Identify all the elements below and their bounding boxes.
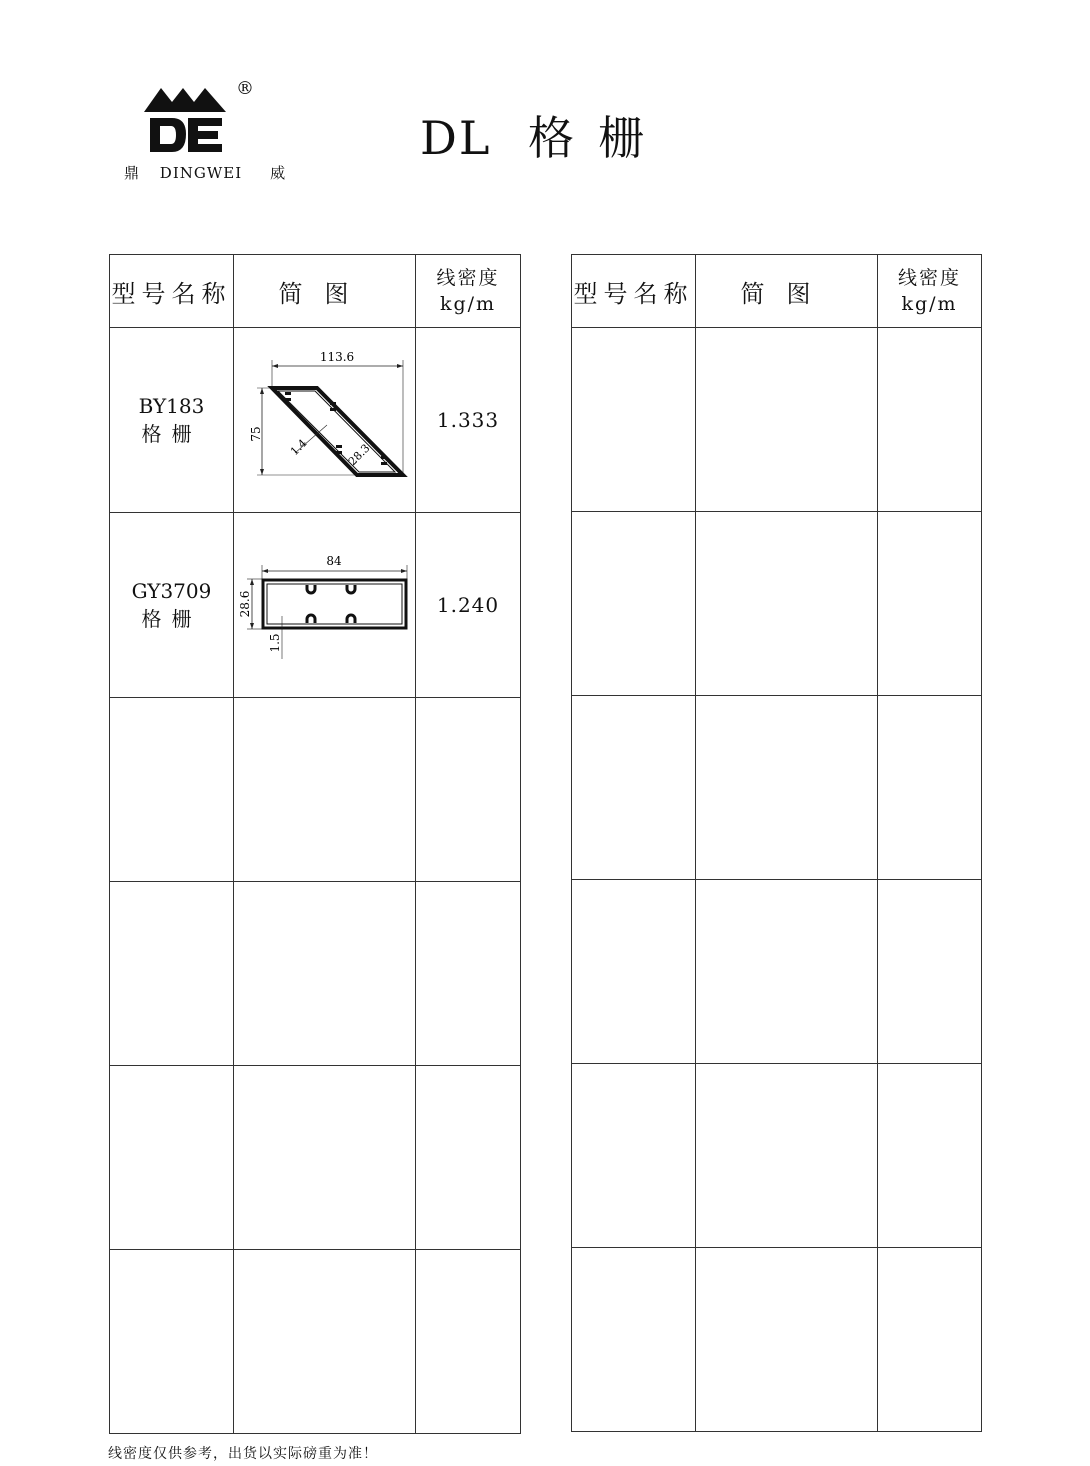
table-row: [110, 328, 521, 513]
model-cell: [110, 1066, 234, 1250]
by183-profile-diagram: [235, 328, 415, 508]
table-header-row: [572, 255, 982, 328]
model-cell: [572, 512, 696, 696]
diagram-cell: [696, 1248, 878, 1432]
diagram-cell: [696, 696, 878, 880]
dingwei-logo-icon: [144, 82, 234, 162]
dim-thickness-label: 1.5: [267, 633, 282, 653]
density-cell: 1.333: [416, 328, 521, 513]
model-code: GY3709: [131, 579, 212, 603]
dim-depth-label: 28.3: [345, 441, 372, 469]
header-model: 型号名称: [110, 255, 234, 328]
density-cell: [878, 328, 982, 512]
table-row: [572, 1064, 982, 1248]
model-cell: [572, 696, 696, 880]
density-cell: [416, 698, 521, 882]
dim-width-label: 84: [325, 554, 342, 568]
dim-thickness-label: 1.4: [287, 436, 309, 459]
model-kind: 格栅: [141, 422, 202, 446]
logo-left-char: 鼎: [124, 164, 141, 182]
model-cell: [572, 328, 696, 512]
table-row: [572, 696, 982, 880]
density-cell: [878, 880, 982, 1064]
model-cell: [572, 880, 696, 1064]
diagram-cell: [234, 698, 416, 882]
table-row: [572, 880, 982, 1064]
header-density: [416, 255, 521, 328]
model-cell: [572, 1248, 696, 1432]
density-cell: 1.240: [416, 513, 521, 698]
diagram-cell: [234, 513, 416, 698]
title-prefix: DL: [420, 111, 492, 165]
diagram-cell: [696, 880, 878, 1064]
diagram-cell: [234, 882, 416, 1066]
dim-height-label: 75: [248, 426, 263, 442]
density-cell: [878, 512, 982, 696]
diagram-cell: [234, 1250, 416, 1434]
diagram-cell: [696, 328, 878, 512]
header-diagram: 简图: [696, 255, 878, 328]
logo-brand-name: DINGWEI: [159, 164, 243, 182]
model-cell: [110, 698, 234, 882]
logo-brand-text: [124, 162, 286, 183]
page-title: [420, 102, 668, 168]
dim-width-label: 113.6: [319, 350, 354, 364]
header-density-label: 线密度: [436, 267, 500, 289]
table-row: [110, 513, 521, 698]
density-cell: [416, 1066, 521, 1250]
table-row: [110, 1066, 521, 1250]
right-product-table: [571, 254, 982, 1432]
diagram-cell: [234, 328, 416, 513]
table-row: [110, 882, 521, 1066]
model-cell: [110, 882, 234, 1066]
model-cell: [110, 328, 234, 513]
gy3709-profile-diagram: [235, 513, 415, 693]
table-row: [572, 328, 982, 512]
registered-mark: ®: [236, 78, 254, 99]
diagram-cell: [234, 1066, 416, 1250]
table-row: [572, 1248, 982, 1432]
table-row: [110, 1250, 521, 1434]
model-cell: [572, 1064, 696, 1248]
footnote: 线密度仅供参考，出货以实际磅重为准！: [108, 1446, 378, 1462]
header-model: 型号名称: [572, 255, 696, 328]
header-density-unit: kg/m: [901, 293, 958, 315]
header-density-label: 线密度: [897, 267, 961, 289]
density-cell: [878, 1248, 982, 1432]
diagram-cell: [696, 1064, 878, 1248]
left-product-table: [109, 254, 521, 1434]
density-cell: [878, 1064, 982, 1248]
model-cell: [110, 513, 234, 698]
title-main: 格栅: [528, 111, 668, 165]
header-density-unit: kg/m: [439, 293, 497, 315]
model-cell: [110, 1250, 234, 1434]
model-code: BY183: [138, 394, 205, 418]
header-diagram: 简图: [234, 255, 416, 328]
diagram-cell: [696, 512, 878, 696]
logo-right-char: 威: [270, 164, 287, 182]
table-row: [110, 698, 521, 882]
model-kind: 格栅: [141, 607, 202, 631]
density-cell: [416, 1250, 521, 1434]
company-logo: [118, 78, 287, 188]
density-cell: [416, 882, 521, 1066]
dim-height-label: 28.6: [237, 590, 252, 618]
header-density: [878, 255, 982, 328]
table-row: [572, 512, 982, 696]
density-cell: [878, 696, 982, 880]
table-header-row: [110, 255, 521, 328]
